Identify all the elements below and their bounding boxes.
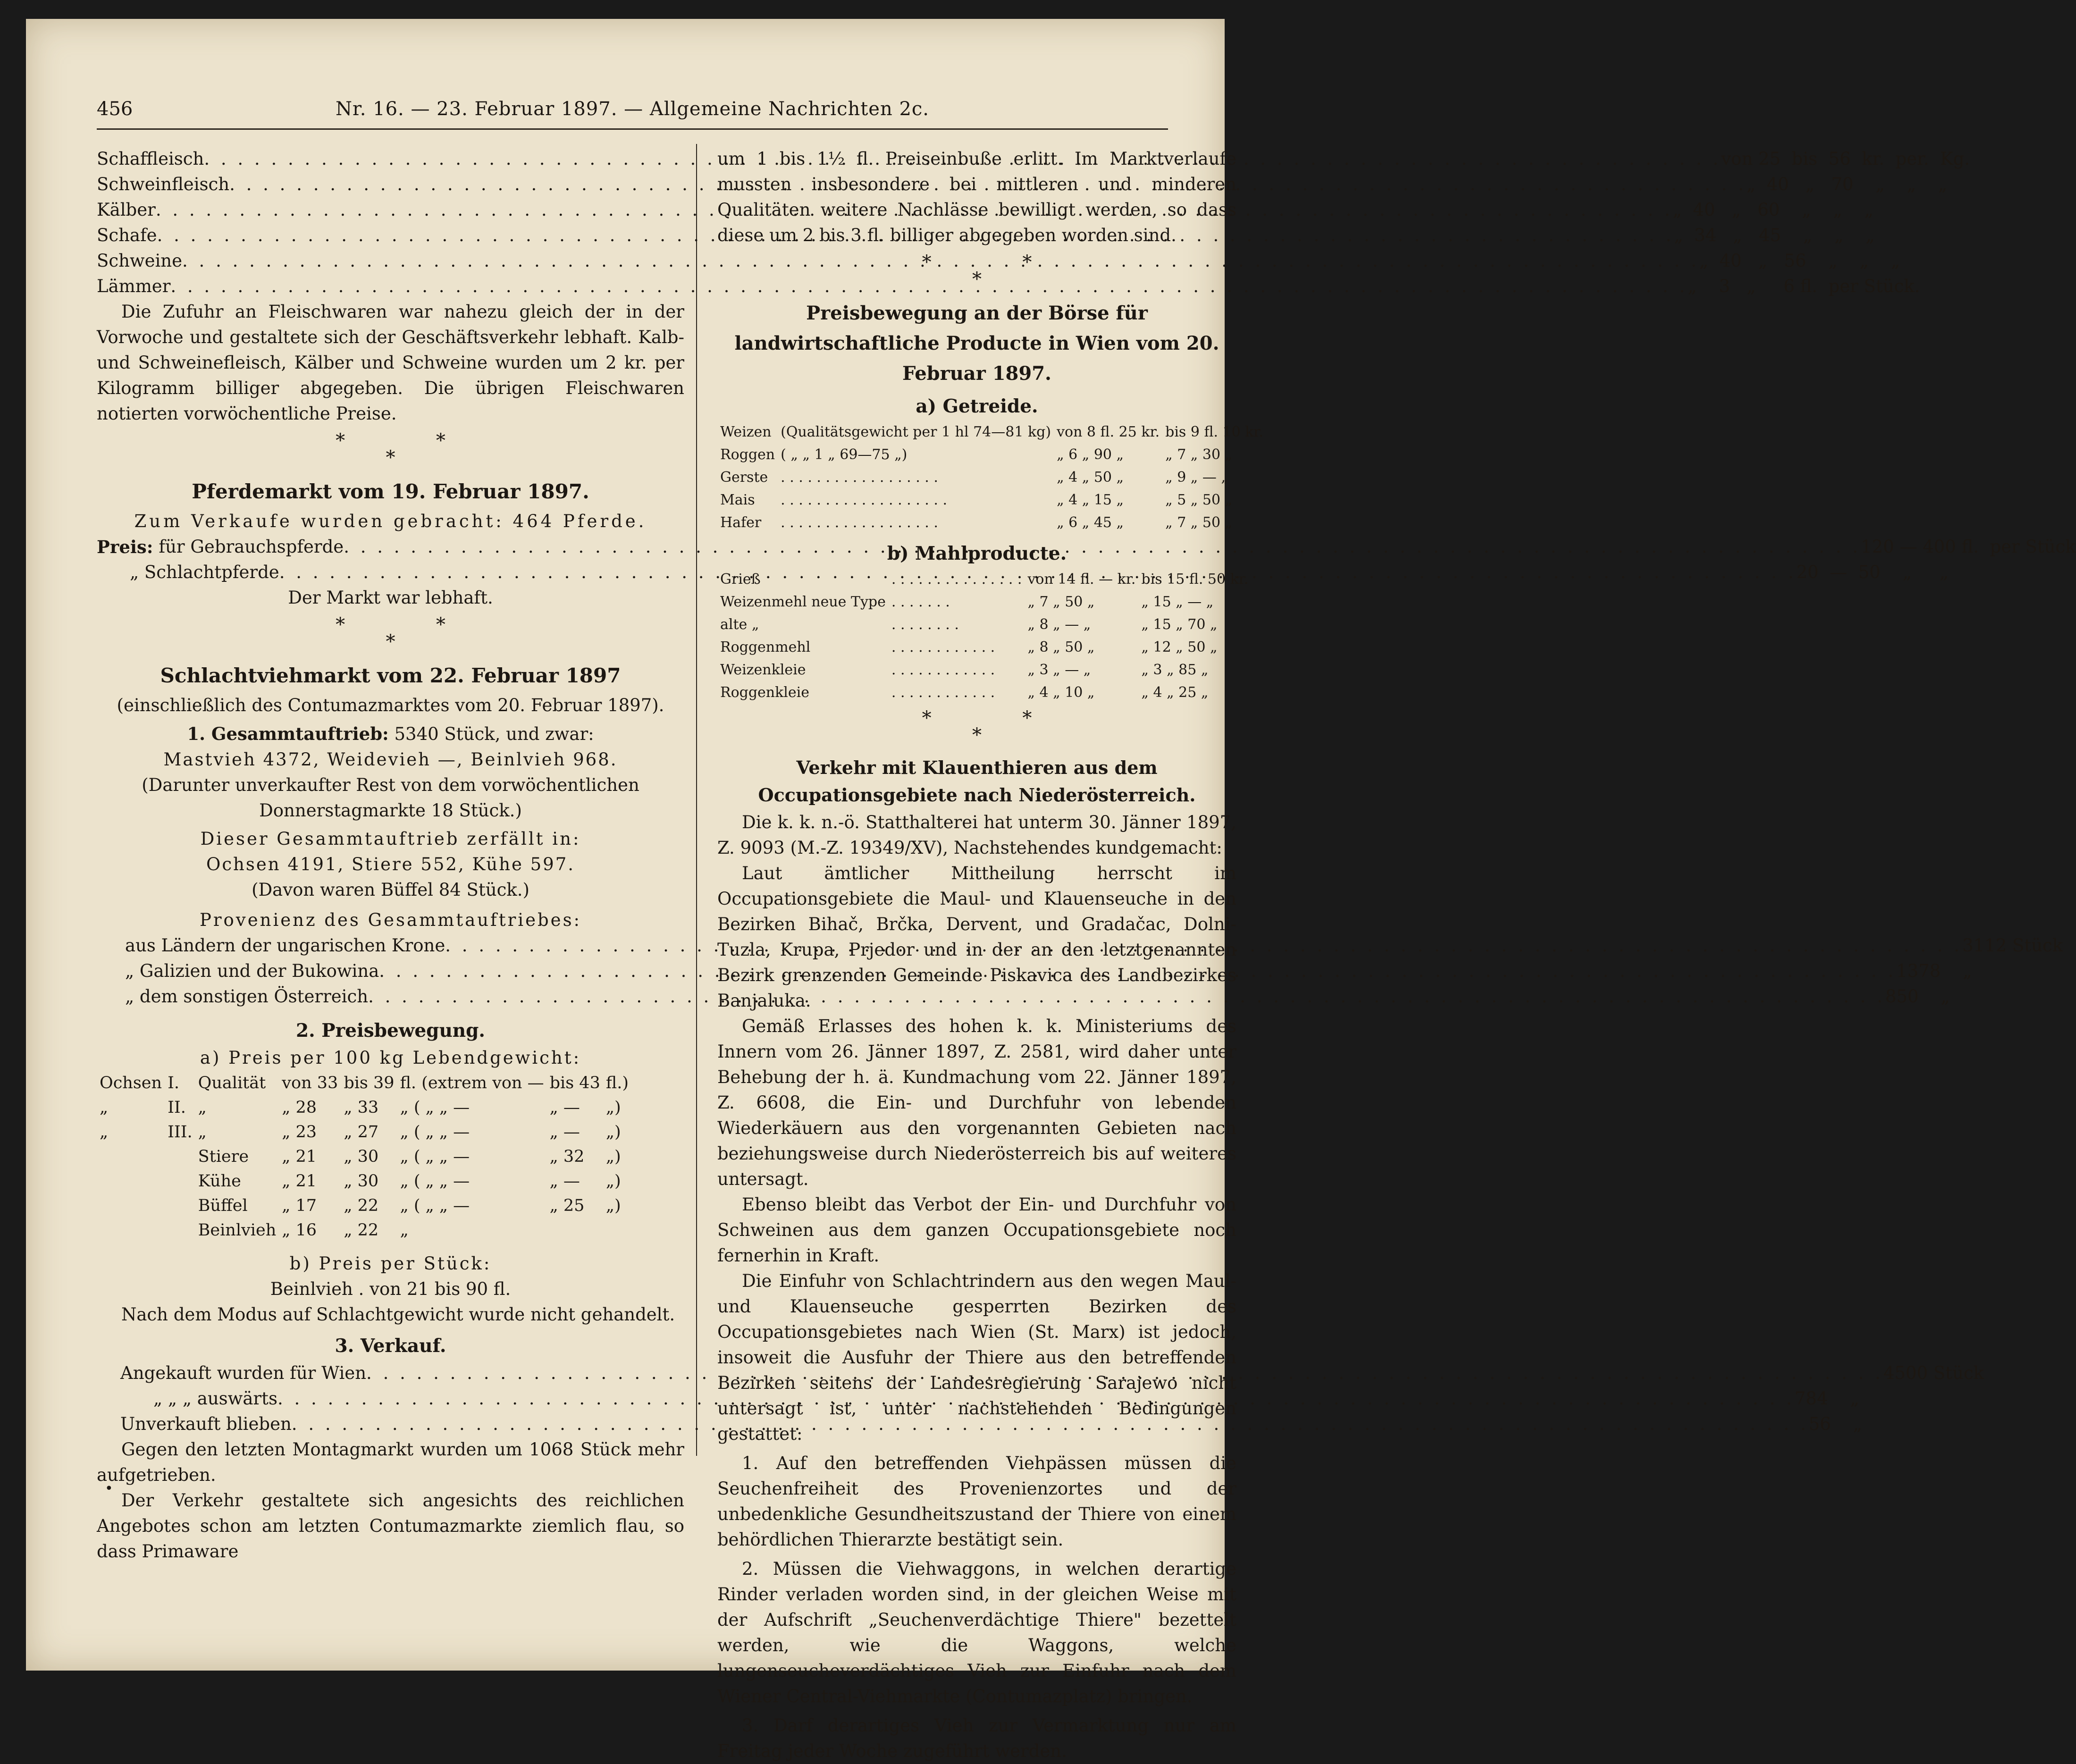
table-cell — [165, 1193, 195, 1218]
table-row — [717, 659, 1251, 681]
table-cell: . . . . . . . . . . . . . . . . . . — [781, 514, 938, 531]
list-item: Kälber . . . „ 40 „ 60 „ „ „ — [97, 197, 684, 223]
mill-price-table — [717, 568, 1251, 704]
table-cell: „ 17 — [282, 1196, 317, 1215]
list-item: Schweine . . . „ 40 „ 56 „ „ „ — [97, 248, 684, 274]
table-row — [717, 421, 1266, 444]
table-cell: „ 33 — [344, 1098, 379, 1117]
table-row — [717, 466, 1266, 489]
table-cell: „ — — [549, 1172, 580, 1191]
table-cell: „ 3 „ — „ — [1027, 662, 1091, 678]
table-cell: „) — [605, 1147, 621, 1166]
provenance-heading: Provenienz des Gesammtauftriebes: — [199, 910, 582, 930]
table-cell: „ 4 „ 15 „ — [1057, 492, 1124, 508]
table-cell: ( „ „ 1 „ 69—75 „) — [781, 446, 908, 463]
grain-heading: a) Getreide. — [916, 395, 1038, 417]
traffic-paragraph: Gemäß Erlasses des hohen k. k. Ministeriums des Innern vom 26. Jänner 1897, Z. 2581, wird daher unter Behebung der h. ä. Kundmachung vom 22. Jänner 1897, Z. 6608, die Ein- und Durchfuhr von lebenden Wiederkäuern aus den vorgenannten Gebieten nach beziehungsweise durch Niederösterreich bis auf weiteres untersagt. — [717, 1016, 1236, 1189]
table-cell: . . . . . . . — [891, 594, 950, 610]
table-cell: „ 6 „ 45 „ — [1057, 514, 1124, 531]
newspaper-page — [26, 19, 2076, 1761]
table-cell: „ 30 — [344, 1172, 379, 1191]
table-cell: „ 7 „ 50 „ — [1165, 514, 1233, 531]
table-cell: „ — [198, 1098, 207, 1117]
table-cell: . . . . . . . . . . . . . . . . . . — [781, 469, 938, 486]
list-item: Unverkauft blieben . . . 56 „ — [120, 1411, 632, 1437]
table-row — [97, 1144, 631, 1169]
traffic-paragraph: Laut ämtlicher Mittheilung herrscht im Occupationsgebiete die Maul- und Klauenseuche in den Bezirken Bihač, Brčka, Dervent, und Gradačac, Dolni-Tuzla, Krupa, Prjedor und in der an den letztgenannten Bezirk grenzenden Gemeinde Piskavica des Landbezirkes Banjaluka. — [717, 863, 1236, 1011]
table-row — [717, 568, 1251, 591]
table-cell: Beinlvieh — [198, 1221, 277, 1240]
table-cell: „ ( „ „ — — [400, 1098, 470, 1117]
table-cell: Stiere — [198, 1147, 249, 1166]
page-header — [97, 90, 1168, 127]
table-cell: „ 15 „ 70 „ — [1141, 616, 1218, 633]
table-cell: „ 22 — [344, 1196, 379, 1215]
table-cell: „ 28 — [282, 1098, 317, 1117]
table-cell — [97, 1144, 165, 1169]
total-supply-line: 1. Gesammtauftrieb: 5340 Stück, und zwar: — [187, 723, 594, 744]
separator-star: * — [386, 631, 395, 653]
table-row — [97, 1071, 631, 1095]
table-cell — [165, 1169, 195, 1193]
separator-stars: * * — [922, 707, 1075, 729]
table-cell: von 14 fl. — kr. — [1027, 571, 1136, 588]
traffic-title: Verkehr mit Klauenthieren aus dem Occupationsgebiete nach Niederösterreich. — [758, 757, 1196, 806]
separator-stars: * * — [922, 252, 1075, 273]
sale-text: Gegen den letzten Montagmarkt wurden um 1068 Stück mehr aufgetrieben. — [97, 1439, 684, 1485]
table-row — [97, 1169, 631, 1193]
table-cell — [165, 1218, 195, 1243]
traffic-paragraph: Die Einfuhr von Schlachtrindern aus den wegen Maul- und Klauenseuche gesperrten Bezirken des Occupationsgebietes nach Wien (St. Marx) ist jedoch, insoweit die Ausfuhr der Thiere aus den betreffenden Bezirken seitens der Landesregierung Sarajewo nicht untersagt ist, unter nachstehenden Bedingungen gestattet: — [717, 1271, 1236, 1444]
traffic-paragraph: 2. Müssen die Viehwaggons, in welchen derartige Rinder verladen worden sind, in der gleichen Weise mit der Aufschrift „Seuchenverdächtige Thiere" bezettelt werden, wie die Waggons, welche lungenseucheverdächtiges Vieh zur Einfuhr nach dem Wiener Central-Viehmarkte (Contumazplatz) bringen. — [717, 1559, 1236, 1706]
separator-stars: * * — [336, 614, 488, 636]
separator-star: * — [386, 447, 395, 469]
table-row — [717, 512, 1266, 534]
table-cell: Grieß — [720, 571, 761, 588]
traffic-paragraph: Die k. k. n.-ö. Statthalterei hat unterm 30. Jänner 1897, Z. 9093 (M.-Z. 19349/XV), Nachstehendes kundgemacht: — [717, 812, 1236, 858]
list-item: aus Ländern der ungarischen Krone . . . 3112 Stück — [125, 933, 628, 958]
split-values: Ochsen 4191, Stiere 552, Kühe 597. — [206, 854, 575, 874]
table-row — [97, 1193, 631, 1218]
table-cell: fl.) — [605, 1074, 629, 1092]
table-cell: „ 4 „ 25 „ — [1141, 684, 1209, 701]
table-cell: „ ( „ „ — — [400, 1147, 470, 1166]
traffic-paragraph: 3. Darf derartiges Vieh zur Vermarktung nur am Freitag jeder Woche zugeführt werden. — [717, 1715, 1236, 1761]
table-cell: „ 6 „ 90 „ — [1057, 446, 1124, 463]
sale-list — [97, 1361, 1984, 1437]
table-cell: „ — [198, 1123, 207, 1142]
meat-market-text: Die Zufuhr an Fleischwaren war nahezu gleich der in der Vorwoche und gestaltete sich der Geschäftsverkehr lebhaft. Kalb- und Schweinefleisch, Kälber und Schweine wurden um 2 kr. per Kilogramm billiger abgegeben. Die übrigen Fleischwaren notierten vorwöchentliche Preise. — [97, 302, 684, 424]
margin-dot: • — [105, 1480, 113, 1497]
table-cell: bis 9 fl. 10 kr. — [1165, 424, 1264, 440]
list-item: „ Galizien und der Bukowina . . . 1378 „ — [125, 958, 628, 984]
table-row — [97, 1218, 631, 1243]
exchange-title: Preisbewegung an der Börse für landwirtschaftliche Producte in Wien vom 20. Februar 1897. — [734, 302, 1219, 385]
table-cell: „ — — [549, 1123, 580, 1142]
running-title: Nr. 16. — 23. Februar 1897. — Allgemeine Nachrichten 2c. — [335, 98, 930, 120]
table-cell: . . . . . . . . . . . . — [891, 662, 995, 678]
list-item: Schweinfleisch . . . „ 40 „ 70 „ „ „ — [97, 172, 684, 197]
table-cell: „ ( „ „ — — [400, 1172, 470, 1191]
sale-text: Der Verkehr gestaltete sich angesichts des reichlichen Angebotes schon am letzten Contumazmarkte ziemlich flau, so dass Primaware — [97, 1490, 684, 1562]
total-supply-note: (Darunter unverkaufter Rest von dem vorwöchentlichen Donnerstagmarkte 18 Stück.) — [142, 775, 639, 821]
table-cell: „ 4 „ 50 „ — [1057, 469, 1124, 486]
table-cell: Weizenmehl neue Type — [720, 594, 886, 610]
table-cell: . . . . . . . . . . . . . . . . . . . — [781, 492, 947, 508]
table-cell — [603, 1218, 631, 1243]
price-b-note: Nach dem Modus auf Schlachtgewicht wurde nicht gehandelt. — [121, 1304, 675, 1325]
table-cell: . . . . . . . . . . . . — [891, 639, 995, 655]
price-movement-heading: 2. Preisbewegung. — [295, 1020, 486, 1042]
traffic-paragraph: Ebenso bleibt das Verbot der Ein- und Durchfuhr von Schweinen aus dem ganzen Occupationsgebiete noch fernerhin in Kraft. — [717, 1194, 1236, 1266]
table-cell: bis 43 — [549, 1074, 600, 1092]
list-item: Lämmer . . . „ 3 „ 6 fl. per Stück. — [97, 274, 684, 299]
table-cell — [165, 1144, 195, 1169]
table-row — [717, 591, 1251, 613]
table-cell: „ 25 — [549, 1196, 585, 1215]
traffic-paragraph: 1. Auf den betreffenden Viehpässen müssen die Seuchenfreiheit des Provenienzortes und der unbedenkliche Gesundheitszustand der Thiere von einem behördlichen Thierarzte bestätigt sein. — [717, 1453, 1236, 1550]
price-b-row: Beinlvieh . von 21 bis 90 fl. — [270, 1279, 511, 1299]
table-cell: „ 5 „ 50 „ — [1165, 492, 1233, 508]
table-cell — [547, 1218, 603, 1243]
table-row — [97, 1120, 631, 1144]
table-cell: „ ( „ „ — — [400, 1196, 470, 1215]
cattle-market-title: Schlachtviehmarkt vom 22. Februar 1897 — [160, 664, 621, 687]
table-cell: II. — [168, 1098, 186, 1117]
table-cell: „ 9 „ — „ — [1165, 469, 1228, 486]
table-cell: Qualität — [198, 1074, 266, 1092]
table-cell: „ 30 — [344, 1147, 379, 1166]
table-cell: bis 39 — [344, 1074, 395, 1092]
table-cell: Hafer — [720, 514, 762, 531]
table-cell: „) — [605, 1196, 621, 1215]
table-cell: „ 3 „ 85 „ — [1141, 662, 1209, 678]
table-cell: alte „ — [720, 616, 759, 633]
table-cell: . . . . . . . . — [891, 616, 959, 633]
table-cell: „ 8 „ 50 „ — [1027, 639, 1095, 655]
table-cell: „ — — [549, 1098, 580, 1117]
horse-market-note: Der Markt war lebhaft. — [288, 588, 493, 608]
continued-text: um 1 bis 1½ fl. Preiseinbuße erlitt. Im Marktverlaufe mussten insbesondere bei mittleren und minderen Qualitäten weitere Nachlässe bewilligt werden, so dass diese um 2 bis 3 fl. billiger abgegeben worden sind. — [717, 149, 1236, 245]
table-cell: „ 4 „ 10 „ — [1027, 684, 1095, 701]
table-cell: „ 16 — [282, 1221, 317, 1240]
table-cell: „ 21 — [282, 1147, 317, 1166]
table-cell: „ 32 — [549, 1147, 585, 1166]
table-cell — [97, 1218, 165, 1243]
table-row — [717, 444, 1266, 466]
table-cell: I. — [168, 1074, 180, 1092]
separator-star: * — [972, 269, 982, 290]
table-cell: Weizen — [720, 424, 772, 440]
horse-price-row: „ Schlachtpferde . . . 20 — 50 „ „ — [97, 560, 684, 585]
table-cell: . . . . . . . . . . . . — [891, 684, 995, 701]
price-b-heading: b) Preis per Stück: — [289, 1253, 492, 1274]
table-cell: Mais — [720, 492, 755, 508]
table-cell — [97, 1193, 165, 1218]
table-cell: „ 7 „ 50 „ — [1027, 594, 1095, 610]
mill-heading: b) Mahlproducte. — [887, 543, 1067, 564]
table-cell: „ 23 — [282, 1123, 317, 1142]
list-item: Schafe . . . „ 34 „ 45 „ „ „ — [97, 223, 684, 248]
table-cell: Roggenkleie — [720, 684, 810, 701]
table-row — [717, 681, 1251, 704]
table-cell: „) — [605, 1123, 621, 1142]
table-row — [97, 1095, 631, 1120]
table-cell: „ — [100, 1098, 109, 1117]
table-cell: „ 8 „ — „ — [1027, 616, 1091, 633]
table-cell: „ 7 „ 30 „ — [1165, 446, 1233, 463]
right-column — [717, 146, 1264, 1764]
table-cell: „ — [400, 1221, 409, 1240]
price-a-heading: a) Preis per 100 kg Lebendgewicht: — [200, 1048, 581, 1068]
table-cell: Weizenkleie — [720, 662, 806, 678]
list-item: Schaffleisch . . . von 25 bis 56 kr. per. Kg. — [97, 146, 684, 172]
list-item: „ dem sonstigen Österreich . . . 850 „ — [125, 984, 628, 1009]
table-cell: Büffel — [198, 1196, 248, 1215]
table-cell: „ 15 „ — „ — [1141, 594, 1214, 610]
cattle-market-subtitle: (einschließlich des Contumazmarktes vom 20. Februar 1897). — [117, 695, 664, 715]
table-cell: „ 22 — [344, 1221, 379, 1240]
sale-heading: 3. Verkauf. — [335, 1335, 446, 1357]
table-cell: Roggenmehl — [720, 639, 811, 655]
separator-star: * — [972, 724, 982, 746]
table-cell: „) — [605, 1172, 621, 1191]
page-number: 456 — [97, 98, 133, 120]
total-supply-kinds: Mastvieh 4372, Weidevieh —, Beinlvieh 968. — [163, 749, 618, 770]
horse-price-row: Preis: für Gebrauchspferde . . . 120 — 400 fl. per Stück — [97, 534, 684, 560]
split-note: (Davon waren Büffel 84 Stück.) — [252, 880, 530, 900]
table-cell: Gerste — [720, 469, 768, 486]
table-cell: bis 15 fl. 50 kr. — [1141, 571, 1249, 588]
grain-price-table — [717, 421, 1266, 534]
table-row — [717, 613, 1251, 636]
horse-market-title: Pferdemarkt vom 19. Februar 1897. — [192, 480, 589, 503]
column-divider — [696, 144, 697, 1456]
separator-stars: * * — [336, 430, 488, 452]
table-cell: „ — [100, 1123, 109, 1142]
table-cell: III. — [168, 1123, 193, 1142]
table-cell: (Qualitätsgewicht per 1 hl 74—81 kg) — [781, 424, 1051, 440]
live-weight-price-table — [97, 1071, 631, 1243]
table-row — [717, 489, 1266, 512]
table-cell: Kühe — [198, 1172, 241, 1191]
header-rule — [97, 128, 1168, 130]
table-cell: „ ( „ „ — — [400, 1123, 470, 1142]
table-cell: Ochsen — [100, 1074, 162, 1092]
table-cell: „ 27 — [344, 1123, 379, 1142]
table-cell: „) — [605, 1098, 621, 1117]
list-item: Angekauft wurden für Wien . . . 4500 Stück — [120, 1361, 632, 1386]
table-row — [717, 636, 1251, 659]
table-cell: fl. (extrem von — — [400, 1074, 544, 1092]
table-cell: . . . . . . . . . . . . . . . — [891, 571, 1022, 588]
horse-sale-count: Zum Verkaufe wurden gebracht: 464 Pferde. — [134, 511, 647, 531]
table-cell — [97, 1169, 165, 1193]
split-heading: Dieser Gesammtauftrieb zerfällt in: — [200, 829, 581, 849]
table-cell: „ 21 — [282, 1172, 317, 1191]
table-cell: Roggen — [720, 446, 775, 463]
table-cell: von 8 fl. 25 kr. — [1057, 424, 1160, 440]
list-item: „ „ „ auswärts . . . 784 „ — [120, 1386, 632, 1411]
table-cell: „ 12 „ 50 „ — [1141, 639, 1218, 655]
table-cell: von 33 — [282, 1074, 338, 1092]
